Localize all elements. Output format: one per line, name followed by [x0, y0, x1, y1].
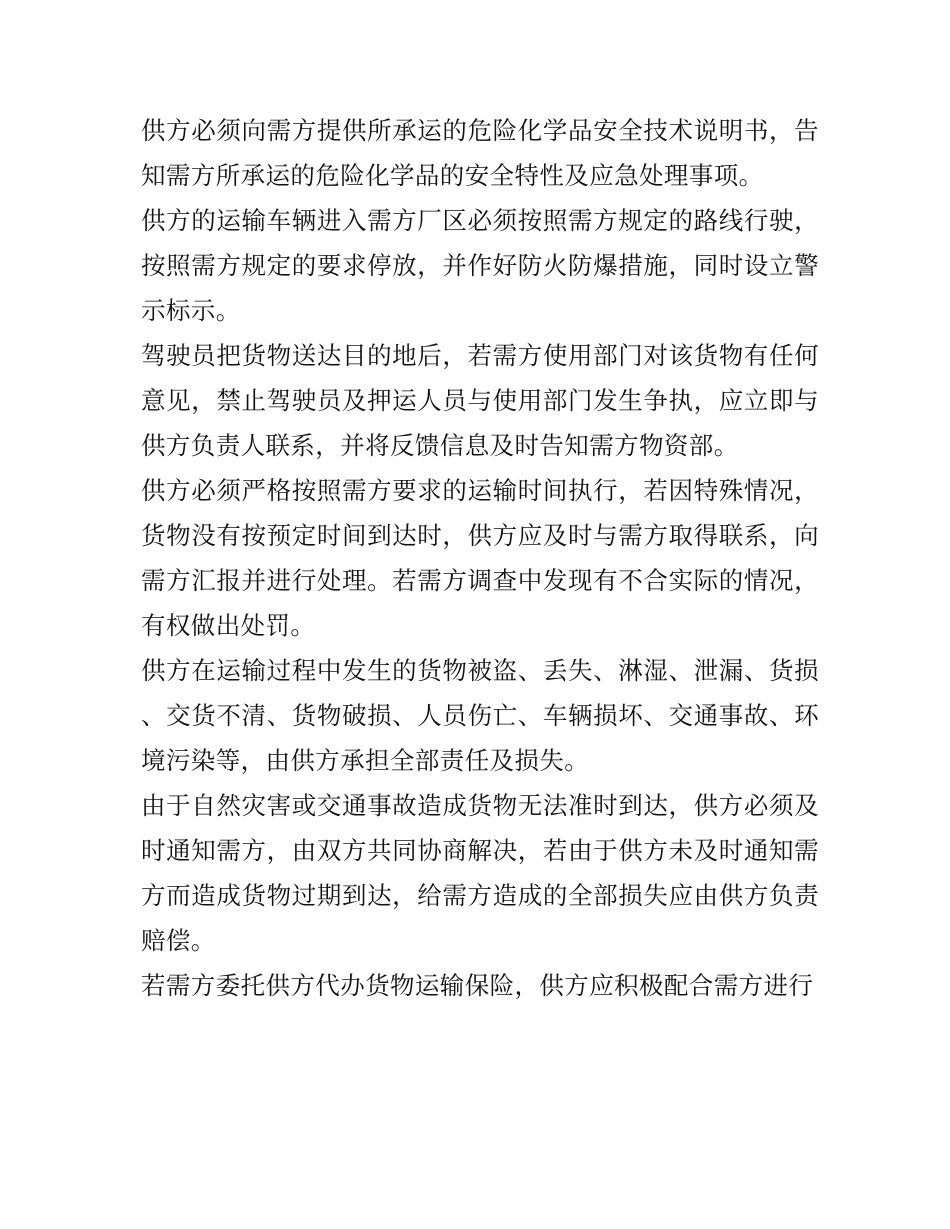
paragraph-4: 供方必须严格按照需方要求的运输时间执行，若因特殊情况，货物没有按预定时间到达时，供方应及时与需方取得联系，向需方汇报并进行处理。若需方调查中发现有不合实际的情况，有权做出处罚。	[141, 476, 819, 640]
paragraph-7: 若需方委托供方代办货物运输保险，供方应积极配合需方进行	[141, 971, 814, 1000]
paragraph-5: 供方在运输过程中发生的货物被盗、丢失、淋湿、泄漏、货损、交货不清、货物破损、人员伤亡、车辆损坏、交通事故、环境污染等，由供方承担全部责任及损失。	[141, 656, 819, 775]
paragraph-1: 供方必须向需方提供所承运的危险化学品安全技术说明书，告知需方所承运的危险化学品的安全特性及应急处理事项。	[141, 116, 819, 190]
paragraph-6: 由于自然灾害或交通事故造成货物无法准时到达，供方必须及时通知需方，由双方共同协商解决，若由于供方未及时通知需方而造成货物过期到达，给需方造成的全部损失应由供方负责赔偿。	[141, 791, 819, 955]
paragraph-3: 驾驶员把货物送达目的地后，若需方使用部门对该货物有任何意见，禁止驾驶员及押运人员与使用部门发生争执，应立即与供方负责人联系，并将反馈信息及时告知需方物资部。	[141, 341, 819, 460]
paragraph-2: 供方的运输车辆进入需方厂区必须按照需方规定的路线行驶，按照需方规定的要求停放，并作好防火防爆措施，同时设立警示标示。	[141, 206, 819, 325]
document-body	[141, 108, 819, 1008]
